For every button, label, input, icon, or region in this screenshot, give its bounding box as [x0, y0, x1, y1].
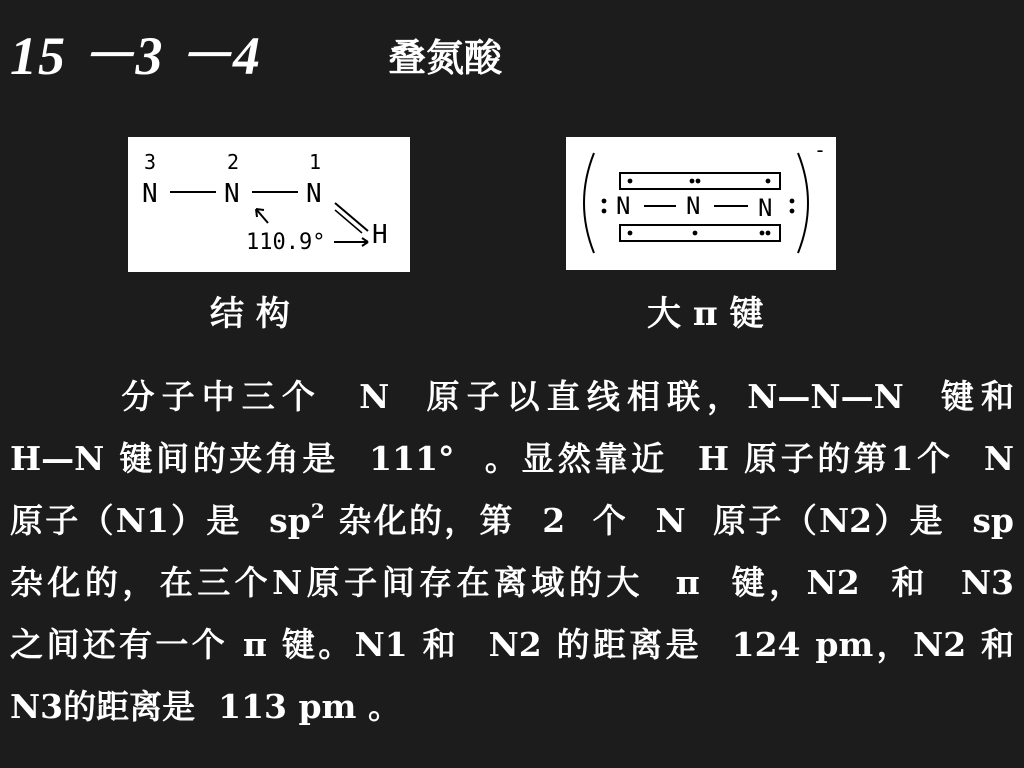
paragraph-line-3-pre: 原子（N1）是 sp [10, 501, 311, 540]
structure-diagram [128, 137, 410, 272]
paragraph-line-2: H—N 键间的夹角是 111° 。显然靠近 H 原子的第1个 N [10, 439, 1014, 478]
electron-dot [766, 179, 771, 184]
paragraph-line-3-post: 杂化的，第 2 个 N 原子（N2）是 sp [324, 501, 1015, 540]
lone-pair-dot [790, 209, 795, 214]
lone-pair-dot [602, 199, 607, 204]
paragraph-line-4: 杂化的，在三个N原子间存在离域的大 π 键，N2 和 N3 [10, 563, 1014, 602]
atom-n3: N [142, 179, 158, 209]
paragraph-line-3 [10, 501, 1014, 541]
atom-number-3: 3 [144, 150, 157, 174]
lone-pair-dot [602, 209, 607, 214]
electron-dot [693, 231, 698, 236]
lower-pi-box [620, 225, 780, 241]
caption-structure: 结 构 [210, 294, 290, 334]
superscript: 2 [310, 499, 325, 523]
atom-number-2: 2 [227, 150, 240, 174]
charge-label: - [814, 138, 827, 162]
pi-bond-figure [566, 137, 836, 270]
atom-n2: N [224, 179, 240, 209]
pi-bond-diagram [566, 137, 836, 270]
structure-figure [128, 137, 410, 272]
pi-atom-n-center: N [686, 192, 701, 220]
paragraph-line-5: 之间还有一个 π 键。N1 和 N2 的距离是 124 pm，N2 和 [10, 625, 1014, 664]
angle-arrow-icon [256, 209, 268, 223]
electron-dot [690, 179, 695, 184]
electron-dot [696, 179, 701, 184]
pi-atom-n-right: N [758, 194, 773, 222]
atom-h: H [372, 220, 388, 250]
atom-n1: N [306, 179, 322, 209]
electron-dot [760, 231, 765, 236]
angle-label: 110.9° [246, 230, 326, 255]
right-bracket [798, 153, 808, 253]
section-number: 15 －3 －4 [10, 26, 261, 86]
left-bracket [584, 153, 594, 253]
paragraph-line-6: N3的距离是 113 pm 。 [10, 687, 401, 726]
page-title: 叠氮酸 [388, 35, 503, 80]
atom-number-1: 1 [309, 150, 322, 174]
electron-dot [628, 231, 633, 236]
electron-dot [766, 231, 771, 236]
caption-pi-bond: 大 π 键 [647, 294, 764, 334]
electron-dot [628, 179, 633, 184]
paragraph-line-1: 分子中三个 N 原子以直线相联，N—N—N 键和 [10, 377, 1014, 416]
bond-n1-h [335, 203, 368, 231]
lone-pair-dot [790, 199, 795, 204]
pi-atom-n-left: N [616, 192, 631, 220]
angle-arrow-icon-right [334, 238, 368, 246]
